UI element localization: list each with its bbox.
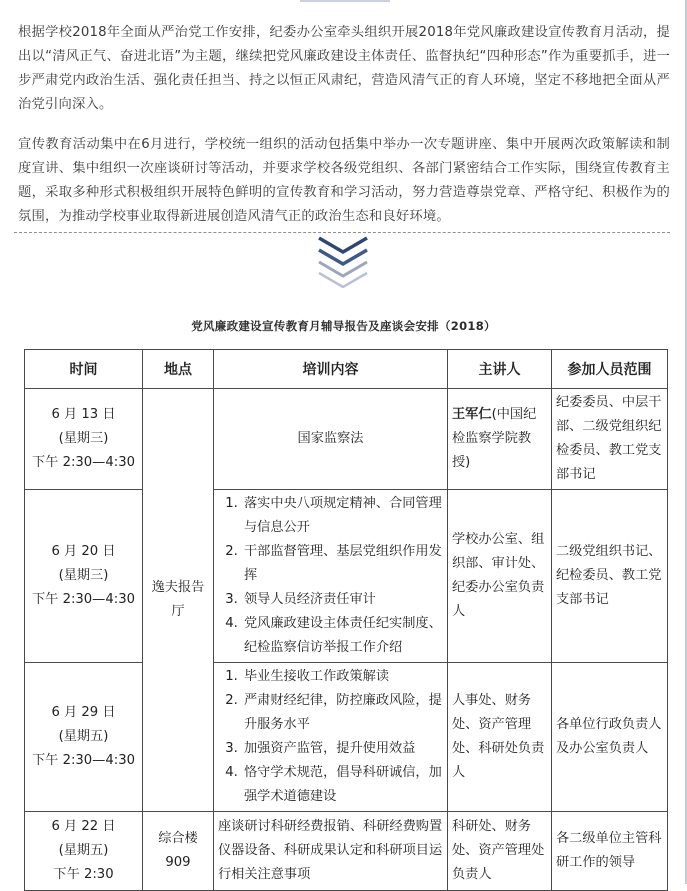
- list-item: 2. 干部监督管理、基层党组织作用发挥: [242, 540, 443, 588]
- place-text: 综合楼 909: [158, 831, 198, 870]
- header-time: 时间: [25, 350, 143, 389]
- activity-paragraph: 宣传教育活动集中在6月进行，学校统一组织的活动包括集中举办一次专题讲座、集中开展两次政策解读和制度宣讲、集中组织一次座谈研讨等活动，并要求学校各级党组织、各部门紧密结合工作实际，围绕宣传教育主题，采取多种形式积极组织开展特色鲜明的宣传教育和学习活动，努力营造尊崇党章、严格守纪、积极作为的氛围，为推动学校事业取得新进展创造风清气正的政治生态和良好环境。: [18, 137, 670, 224]
- content-cell: 座谈研讨科研经费报销、科研经费购置仪器设备、科研成果认定和科研项目运行相关注意事项: [214, 812, 448, 891]
- speaker-cell: [448, 389, 552, 490]
- content-cell: 国家监察法: [214, 389, 448, 490]
- speaker-cell: 科研处、财务处、资产管理处负责人: [448, 812, 552, 891]
- content-list: [218, 665, 443, 809]
- list-item: 1. 落实中央八项规定精神、合同管理与信息公开: [242, 492, 443, 540]
- weekday-text: (星期五): [58, 843, 109, 858]
- date-text: 6 月 20 日: [51, 544, 116, 559]
- table-row: [25, 812, 668, 891]
- header-speaker: 主讲人: [448, 350, 552, 389]
- scope-cell: 各二级单位主管科研工作的领导: [552, 812, 668, 891]
- time-text: 下午 2:30—4:30: [32, 753, 135, 768]
- time-cell: [25, 389, 143, 490]
- table-row: [25, 663, 668, 812]
- list-item: 2. 严肃财经纪律，防控廉政风险，提升服务水平: [242, 689, 443, 737]
- content-cell: [214, 490, 448, 663]
- intro-paragraph: 根据学校2018年全面从严治党工作安排，纪委办公室牵头组织开展2018年党风廉政建设宣传教育月活动，提出以“清风正气、奋进北语”为主题，继续把党风廉政建设主体责任、监督执纪“四种形态”作为重要抓手，进一步严肃党内政治生活、强化责任担当、持之以恒正风肃纪，营造风清气正的育人环境，坚定不移地把全面从严治党引向深入。: [18, 25, 670, 112]
- table-caption: 党风廉政建设宣传教育月辅导报告及座谈会安排（2018）: [191, 319, 496, 333]
- list-item: 3. 加强资产监管，提升使用效益: [242, 737, 443, 761]
- weekday-text: (星期三): [58, 431, 109, 446]
- table-row: [25, 490, 668, 663]
- place-text: 逸夫报告厅: [151, 580, 205, 619]
- time-cell: [25, 812, 143, 891]
- time-text: 下午 2:30: [53, 867, 114, 882]
- speaker-cell: 学校办公室、组织部、审计处、纪委办公室负责人: [448, 490, 552, 663]
- content-cell: [214, 663, 448, 812]
- header-content: 培训内容: [214, 350, 448, 389]
- weekday-text: (星期五): [58, 729, 109, 744]
- list-item: 1. 毕业生接收工作政策解读: [242, 665, 443, 689]
- schedule-table: [24, 349, 668, 891]
- speaker-org: (中国纪检监察学院教授): [452, 407, 537, 470]
- top-accent-line: [300, 0, 390, 2]
- time-cell: [25, 663, 143, 812]
- time-text: 下午 2:30—4:30: [32, 592, 135, 607]
- chevron-down-icon: [313, 232, 373, 288]
- date-text: 6 月 22 日: [51, 819, 116, 834]
- list-item: 4. 恪守学术规范，倡导科研诚信，加强学术道德建设: [242, 761, 443, 809]
- header-scope: 参加人员范围: [552, 350, 668, 389]
- content-list: [218, 492, 443, 660]
- place-cell: [143, 389, 214, 812]
- speaker-cell: 人事处、财务处、资产管理处、科研处负责人: [448, 663, 552, 812]
- scope-cell: 纪委委员、中层干部、二级党组织纪检委员、教工党支部书记: [552, 389, 668, 490]
- header-place: 地点: [143, 350, 214, 389]
- list-item: 4. 党风廉政建设主体责任纪实制度、纪检监察信访举报工作介绍: [242, 612, 443, 660]
- time-text: 下午 2:30—4:30: [32, 455, 135, 470]
- scope-cell: 各单位行政负责人及办公室负责人: [552, 663, 668, 812]
- scope-cell: 二级党组织书记、纪检委员、教工党支部书记: [552, 490, 668, 663]
- date-text: 6 月 13 日: [51, 407, 116, 422]
- weekday-text: (星期三): [58, 568, 109, 583]
- table-row: [25, 389, 668, 490]
- place-cell: [143, 812, 214, 891]
- table-header-row: [25, 350, 668, 389]
- date-text: 6 月 29 日: [51, 705, 116, 720]
- time-cell: [25, 490, 143, 663]
- speaker-name: 王军仁: [452, 407, 492, 422]
- list-item: 3. 领导人员经济责任审计: [242, 588, 443, 612]
